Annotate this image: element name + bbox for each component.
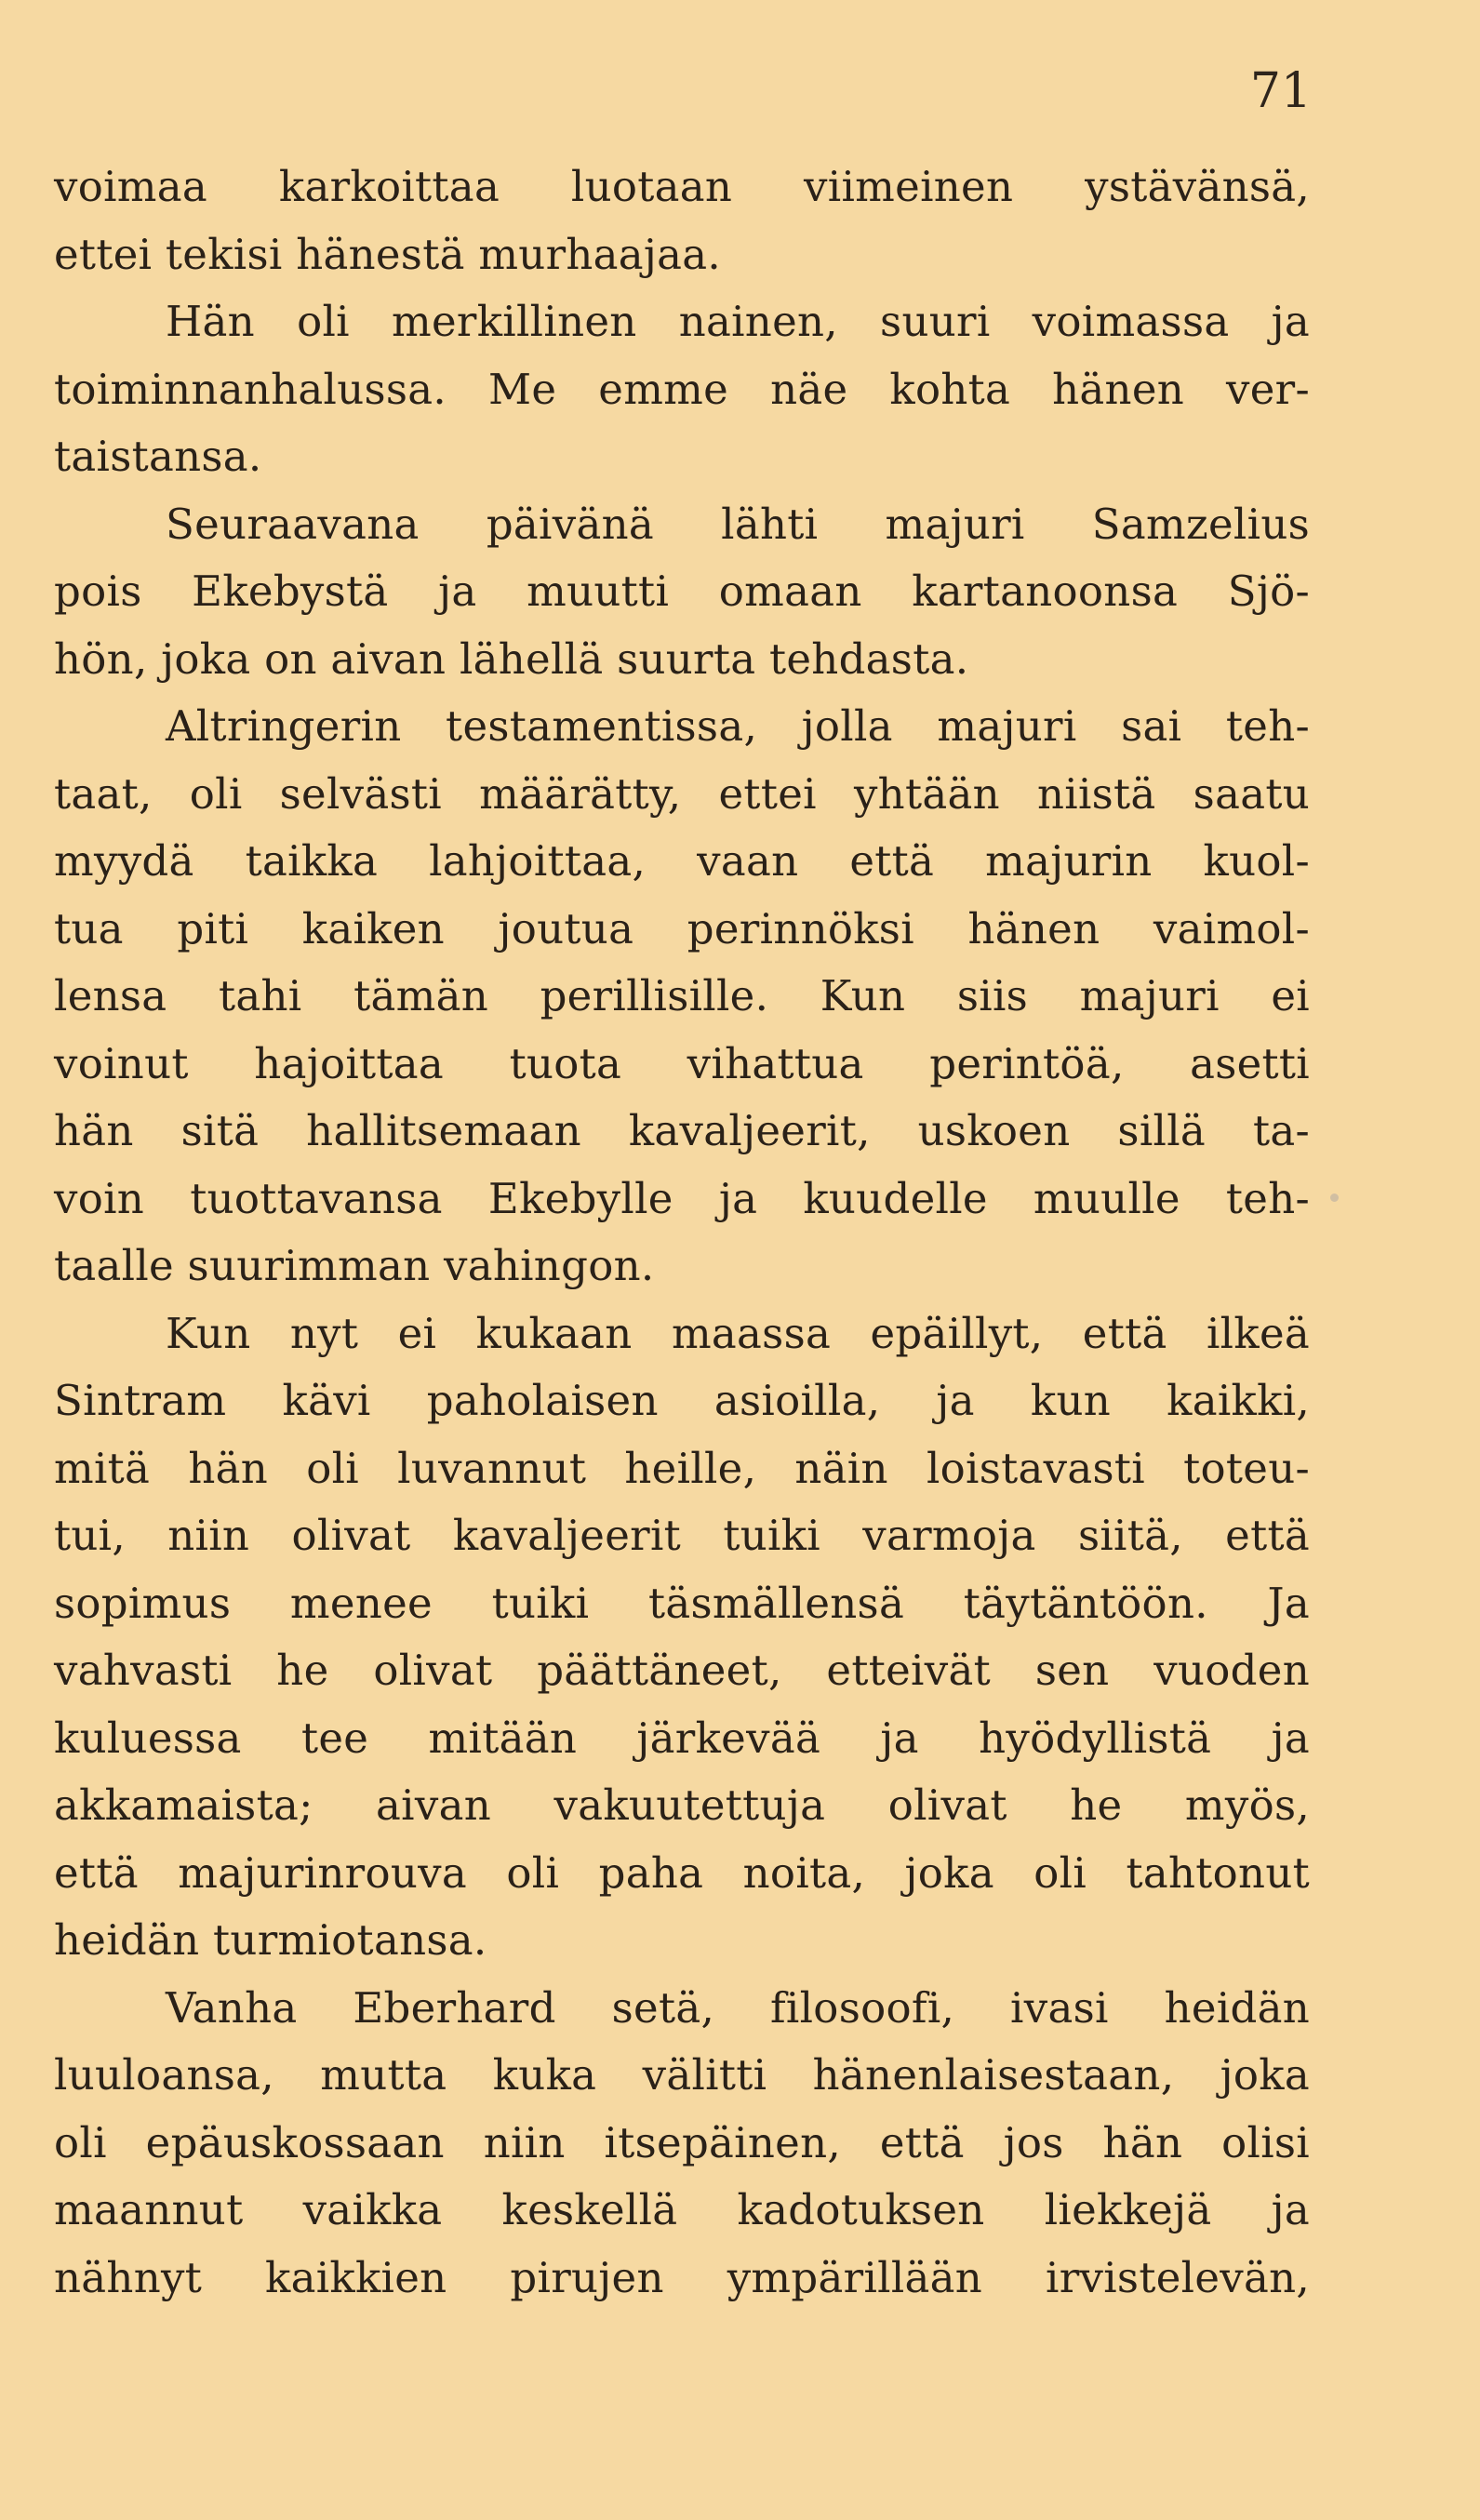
- paragraph: [54, 288, 1310, 491]
- paragraph: [54, 1300, 1310, 1975]
- paper-speck: [1330, 1193, 1339, 1202]
- text-line: voimaa karkoittaa luotaan viimeinen ystävänsä,: [54, 162, 1310, 211]
- text-line: lensa tahi tämän perillisille. Kun siis majuri ei: [54, 971, 1310, 1020]
- text-line: maannut vaikka keskellä kadotuksen liekkejä ja: [54, 2185, 1310, 2234]
- paragraph: [54, 1975, 1310, 2313]
- text-line: luuloansa, mutta kuka välitti hänenlaisestaan, joka: [54, 2050, 1310, 2100]
- text-line: nähnyt kaikkien pirujen ympärillään irvistelevän,: [54, 2252, 1310, 2302]
- text-line: kuluessa tee mitään järkevää ja hyödyllistä ja: [54, 1713, 1310, 1763]
- text-line: Altringerin testamentissa, jolla majuri sai teh-: [166, 701, 1310, 751]
- text-line: pois Ekebystä ja muutti omaan kartanoonsa Sjö-: [54, 567, 1310, 616]
- text-line: heidän turmiotansa.: [54, 1915, 487, 1965]
- paragraph: [54, 491, 1310, 694]
- text-line: taalle suurimman vahingon.: [54, 1241, 655, 1290]
- text-line: ettei tekisi hänestä murhaajaa.: [54, 229, 722, 279]
- page-number: 71: [1249, 63, 1312, 119]
- body-text: [54, 153, 1310, 2312]
- text-line: Hän oli merkillinen nainen, suuri voimassa ja: [166, 297, 1310, 346]
- paragraph: [54, 693, 1310, 1300]
- text-line: taat, oli selvästi määrätty, ettei yhtään niistä saatu: [54, 768, 1310, 819]
- text-line: akkamaista; aivan vakuutettuja olivat he myös,: [54, 1780, 1310, 1830]
- text-line: toiminnanhalussa. Me emme näe kohta hänen ver-: [54, 364, 1310, 414]
- text-line: voinut hajoittaa tuota vihattua perintöä, asetti: [54, 1038, 1310, 1088]
- text-line: oli epäuskossaan niin itsepäinen, että jos hän olisi: [54, 2117, 1310, 2167]
- text-line: että majurinrouva oli paha noita, joka oli tahtonut: [54, 1847, 1310, 1898]
- text-line: tua piti kaiken joutua perinnöksi hänen vaimol-: [54, 903, 1310, 953]
- text-line: mitä hän oli luvannut heille, näin loistavasti toteu-: [54, 1443, 1310, 1493]
- text-line: hön, joka on aivan lähellä suurta tehdasta.: [54, 633, 969, 684]
- paragraph: [54, 153, 1310, 288]
- text-line: sopimus menee tuiki täsmällensä täytäntöön. Ja: [54, 1578, 1310, 1628]
- text-line: myydä taikka lahjoittaa, vaan että majurin kuol-: [54, 836, 1310, 886]
- text-line: Sintram kävi paholaisen asioilla, ja kun kaikki,: [54, 1376, 1310, 1425]
- text-line: voin tuottavansa Ekebylle ja kuudelle muulle teh-: [54, 1173, 1310, 1223]
- text-line: Vanha Eberhard setä, filosoofi, ivasi heidän: [166, 1982, 1310, 2033]
- text-line: Kun nyt ei kukaan maassa epäillyt, että ilkeä: [166, 1308, 1310, 1358]
- text-line: taistansa.: [54, 432, 262, 481]
- text-line: Seuraavana päivänä lähti majuri Samzelius: [166, 499, 1310, 549]
- text-line: vahvasti he olivat päättäneet, etteivät sen vuoden: [54, 1646, 1310, 1695]
- text-line: hän sitä hallitsemaan kavaljeerit, uskoen sillä ta-: [54, 1106, 1310, 1155]
- text-line: tui, niin olivat kavaljeerit tuiki varmoja siitä, että: [54, 1511, 1310, 1560]
